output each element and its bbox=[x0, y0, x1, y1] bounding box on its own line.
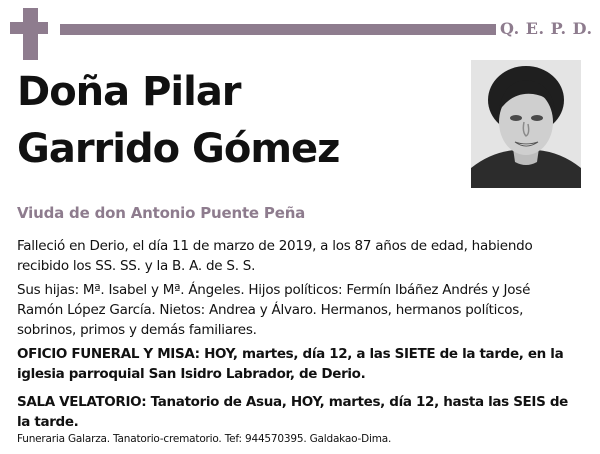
deceased-name-line2: Garrido Gómez bbox=[17, 126, 340, 172]
qepd-label: Q. E. P. D. bbox=[500, 19, 593, 38]
family-paragraph: Sus hijas: Mª. Isabel y Mª. Ángeles. Hijos políticos: Fermín Ibáñez Andrés y José Ramón López García. Nietos: Andrea y Álvaro. Hermanos, hermanos políticos, sobrinos, primos y demás familiares. bbox=[17, 282, 531, 338]
portrait-icon bbox=[471, 60, 581, 188]
deceased-name-line1: Doña Pilar bbox=[17, 69, 241, 115]
widow-line: Viuda de don Antonio Puente Peña bbox=[17, 204, 306, 222]
cross-icon-horizontal bbox=[10, 22, 48, 34]
cross-icon-vertical bbox=[23, 8, 38, 60]
death-notice-paragraph: Falleció en Derio, el día 11 de marzo de 2019, a los 87 años de edad, habiendo recibido los SS. SS. y la B. A. de S. S. bbox=[17, 238, 533, 274]
funeral-home-footer: Funeraria Galarza. Tanatorio-crematorio. Tef: 944570395. Galdakao-Dima. bbox=[17, 433, 392, 445]
deceased-name bbox=[17, 64, 339, 178]
portrait-photo bbox=[471, 60, 581, 188]
header-bar bbox=[60, 24, 496, 35]
wake-room-paragraph: SALA VELATORIO: Tanatorio de Asua, HOY, martes, día 12, hasta las SEIS de la tarde. bbox=[17, 394, 568, 430]
funeral-mass-paragraph: OFICIO FUNERAL Y MISA: HOY, martes, día 12, a las SIETE de la tarde, en la iglesia parroquial San Isidro Labrador, de Derio. bbox=[17, 346, 564, 382]
